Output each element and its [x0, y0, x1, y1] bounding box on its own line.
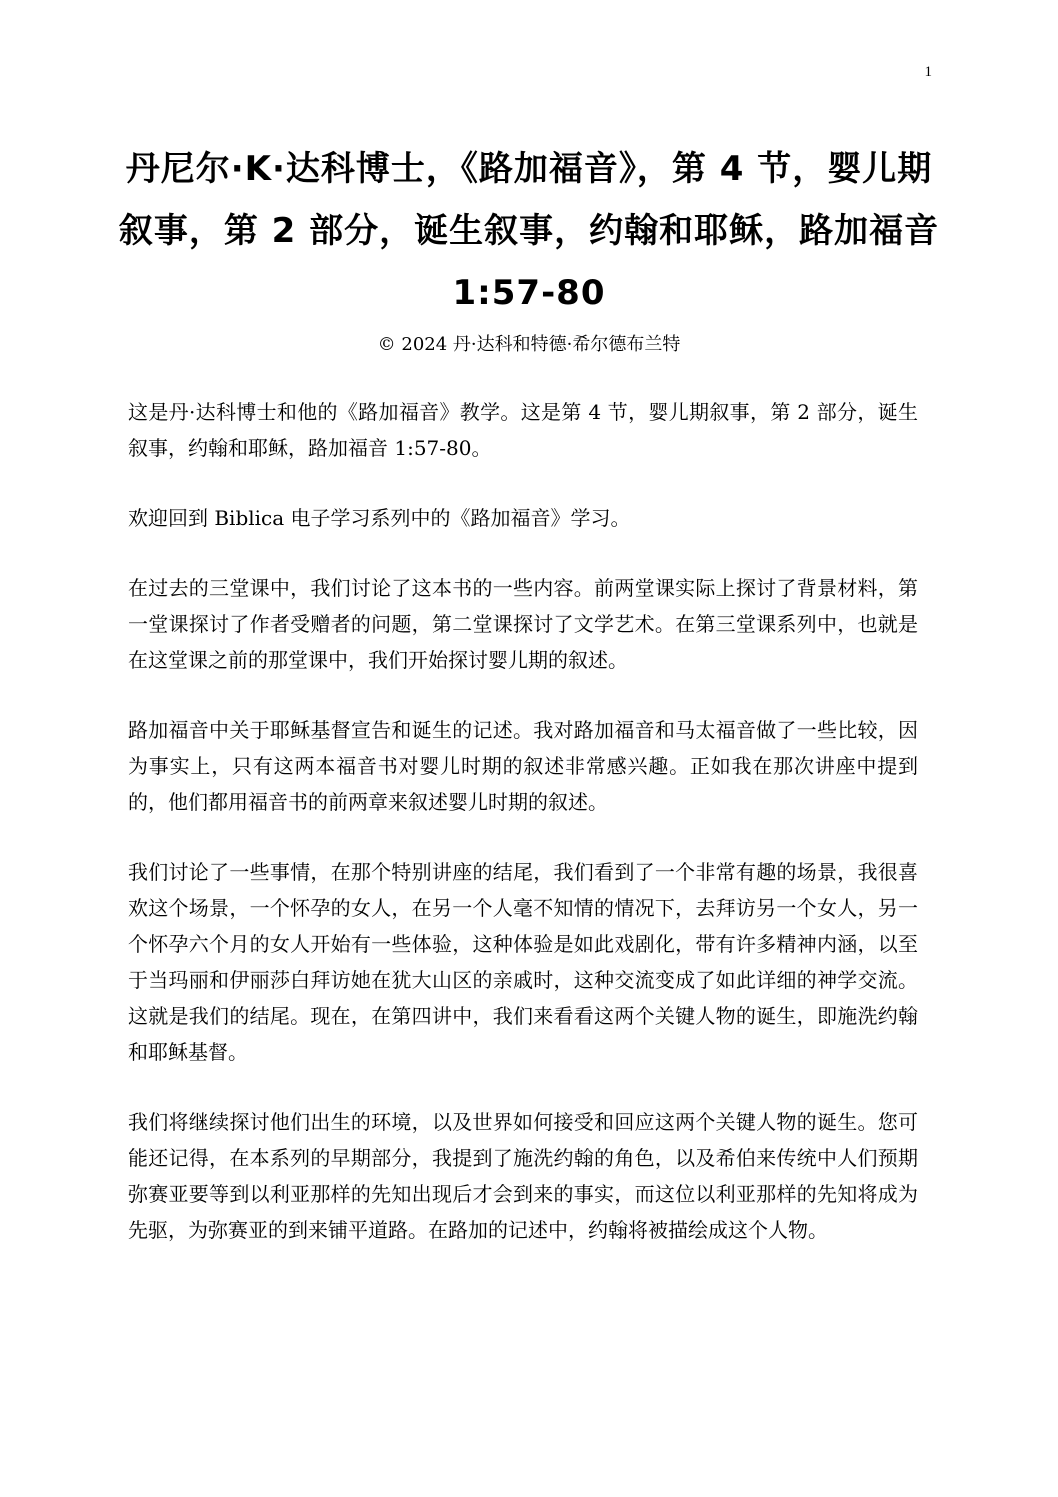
document-title: 丹尼尔·K·达科博士，《路加福音》，第 4 节，婴儿期叙事，第 2 部分，诞生叙事，约翰和耶稣，路加福音 1:57-80 — [118, 149, 940, 313]
paragraph-3: 在过去的三堂课中，我们讨论了这本书的一些内容。前两堂课实际上探讨了背景材料，第一堂课探讨了作者受赠者的问题，第二堂课探讨了文学艺术。在第三堂课系列中，也就是在这堂课之前的那堂课中，我们开始探讨婴儿期的叙述。 — [128, 576, 918, 672]
paragraph-2: 欢迎回到 Biblica 电子学习系列中的《路加福音》学习。 — [128, 506, 631, 530]
paragraph-6: 我们将继续探讨他们出生的环境，以及世界如何接受和回应这两个关键人物的诞生。您可能还记得，在本系列的早期部分，我提到了施洗约翰的角色，以及希伯来传统中人们预期弥赛亚要等到以利亚那样的先知出现后才会到来的事实，而这位以利亚那样的先知将成为先驱，为弥赛亚的到来铺平道路。在路加的记述中，约翰将被描绘成这个人物。 — [128, 1110, 918, 1242]
page-number: 1 — [924, 64, 932, 80]
paragraph-1: 这是丹·达科博士和他的《路加福音》教学。这是第 4 节，婴儿期叙事，第 2 部分，诞生叙事，约翰和耶稣，路加福音 1:57-80。 — [128, 400, 918, 460]
document-body — [128, 394, 918, 1282]
paragraph-4: 路加福音中关于耶稣基督宣告和诞生的记述。我对路加福音和马太福音做了一些比较，因为事实上，只有这两本福音书对婴儿时期的叙述非常感兴趣。正如我在那次讲座中提到的，他们都用福音书的前两章来叙述婴儿时期的叙述。 — [128, 718, 918, 814]
paragraph-5: 我们讨论了一些事情，在那个特别讲座的结尾，我们看到了一个非常有趣的场景，我很喜欢这个场景，一个怀孕的女人，在另一个人毫不知情的情况下，去拜访另一个女人，另一个怀孕六个月的女人开始有一些体验，这种体验是如此戏剧化，带有许多精神内涵，以至于当玛丽和伊丽莎白拜访她在犹大山区的亲戚时，这种交流变成了如此详细的神学交流。这就是我们的结尾。现在，在第四讲中，我们来看看这两个关键人物的诞生，即施洗约翰和耶稣基督。 — [128, 860, 918, 1064]
copyright-line: © 2024 丹·达科和特德·希尔德布兰特 — [377, 334, 681, 355]
